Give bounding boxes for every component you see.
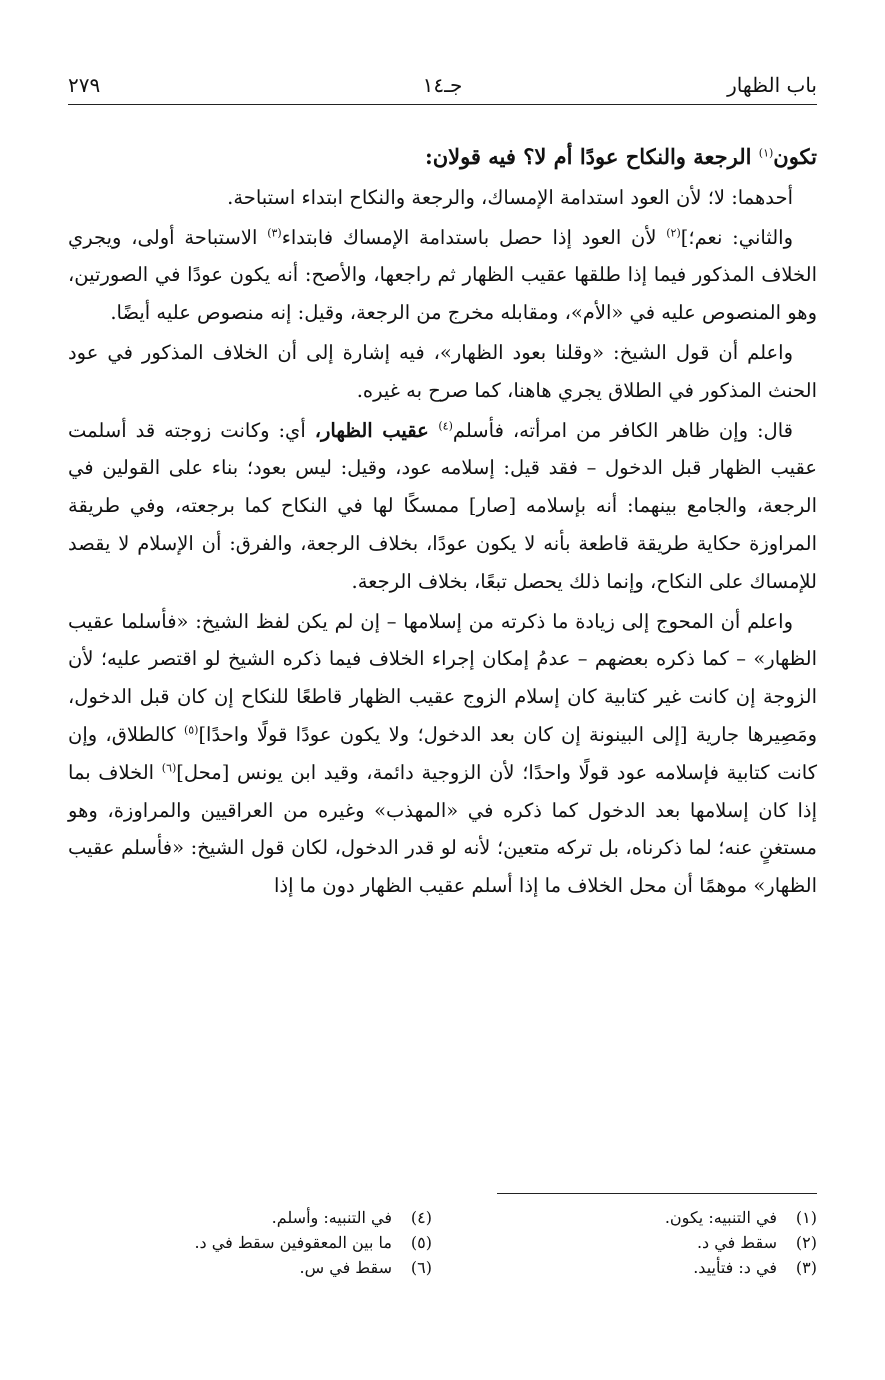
footnote-column-right (457, 1205, 817, 1280)
footnote (72, 1230, 432, 1255)
text-run: الخلاف بما إذا كان إسلامها بعد الدخول كما ذكره في «المهذب» وغيره من العراقيين والمراوزة، وهو مستغنٍ عنه؛ لما ذكرناه، بل تركه متعين؛ لأنه لو قدر الدخول، لكان قول الشيخ: «فأسلم عقيب الظهار» موهمًا أن محل الخلاف ما إذا أسلم عقيب الظهار دون ما إذا (68, 760, 817, 898)
footnote-number: (٥) (410, 1233, 432, 1252)
footnote-number: (٣) (795, 1258, 817, 1277)
text-run: أي: وكانت زوجته قد أسلمت عقيب الظهار قبل الدخول – فقد قيل: إسلامه عود، وقيل: ليس بعود؛ بناء على القولين في الرجعة، والجامع بينهما: أنه بإسلامه [صار] ممسكًا لها في النكاح كما برجعته، وفي طريقة المراوزة حكاية طريقة قاطعة بأنه لا يكون عودًا، بخلاف الرجعة، والفرق: أن الإسلام لا يقصد للإمساك على النكاح، وإنما ذلك يحصل تبعًا، بخلاف الرجعة. (68, 418, 817, 593)
text-run: الرجعة والنكاح عودًا أم لا؟ فيه قولان: (424, 144, 759, 169)
footnote-text: في د: فتأييد. (693, 1258, 777, 1277)
footnote-column-left (72, 1205, 432, 1280)
footnote (72, 1255, 432, 1280)
footnote-ref: (٤) (438, 419, 453, 433)
footnote-text: في التنبيه: وأسلم. (271, 1208, 392, 1227)
body-text (68, 138, 817, 907)
text-run: أحدهما: لا؛ لأن العود استدامة الإمساك، والرجعة والنكاح ابتداء استباحة. (227, 185, 793, 209)
footnote (72, 1205, 432, 1230)
text-run: قال: وإن ظاهر الكافر من امرأته، فأسلم (452, 418, 793, 442)
text-run: لأن العود إذا حصل باستدامة الإمساك فابتداء (281, 225, 667, 249)
text-run: الاستباحة أولى، ويجري الخلاف المذكور فيما إذا طلقها عقيب الظهار ثم راجعها، والأصح: أنه يكون عودًا في الصورتين، وهو المنصوص عليه في «الأم»، ومقابله مخرج من الرجعة، وقيل: إنه منصوص عليه أيضًا. (68, 225, 817, 325)
footnote-text: سقط في س. (299, 1258, 392, 1277)
paragraph-2 (68, 179, 817, 217)
footnote-number: (٦) (410, 1258, 432, 1277)
paragraph-1 (68, 138, 817, 177)
footnote-ref: (١) (758, 146, 774, 160)
footnote-ref: (٦) (161, 761, 177, 775)
text-run: واعلم أن قول الشيخ: «وقلنا بعود الظهار»، فيه إشارة إلى أن الخلاف المذكور في عود الحنث المذكور في الطلاق يجري هاهنا، كما صرح به غيره. (68, 340, 817, 402)
page-number: ٢٧٩ (68, 73, 101, 97)
footnote-number: (٢) (795, 1233, 817, 1252)
footnote (457, 1255, 817, 1280)
text-run: كالطلاق، وإن كانت كتابية فإسلامه عود قولًا واحدًا؛ لأن الزوجية دائمة، وقيد ابن يونس [محل] (68, 722, 817, 784)
footnote (457, 1205, 817, 1230)
text-run: عقيب الظهار، (314, 418, 439, 442)
text-run: والثاني: نعم؛] (680, 225, 794, 249)
footnote (457, 1230, 817, 1255)
paragraph-3 (68, 219, 817, 332)
chapter-title: باب الظهار (727, 73, 817, 97)
text-run: واعلم أن المحوج إلى زيادة ما ذكرته من إسلامها – إن لم يكن لفظ الشيخ: «فأسلما عقيب الظهار» – كما ذكره بعضهم – عدمُ إمكان إجراء الخلاف فيما ذكره الشيخ لو اقتصر عليه؛ لأن الزوجة إن كانت غير كتابية كان إسلام الزوج عقيب الظهار قاطعًا للنكاح إن كان قبل الدخول، ومَصِيرها جارية [إلى البينونة إن كان بعد الدخول؛ ولا يكون عودًا قولًا واحدًا] (68, 609, 817, 746)
footnote-ref: (٥) (183, 723, 199, 737)
paragraph-6 (68, 603, 817, 905)
paragraph-4 (68, 334, 817, 410)
footnote-number: (١) (795, 1208, 817, 1227)
volume-label: جـ١٤ (422, 73, 463, 97)
running-header (68, 70, 817, 104)
text-run: تكون (773, 144, 817, 169)
footnote-ref: (٣) (267, 226, 282, 240)
header-rule (68, 104, 817, 105)
paragraph-5 (68, 412, 817, 601)
footnote-text: ما بين المعقوفين سقط في د. (194, 1233, 392, 1252)
footnote-text: سقط في د. (696, 1233, 777, 1252)
footnote-text: في التنبيه: يكون. (664, 1208, 777, 1227)
footnote-number: (٤) (410, 1208, 432, 1227)
footnote-ref: (٢) (666, 226, 681, 240)
footnote-rule (497, 1193, 817, 1194)
